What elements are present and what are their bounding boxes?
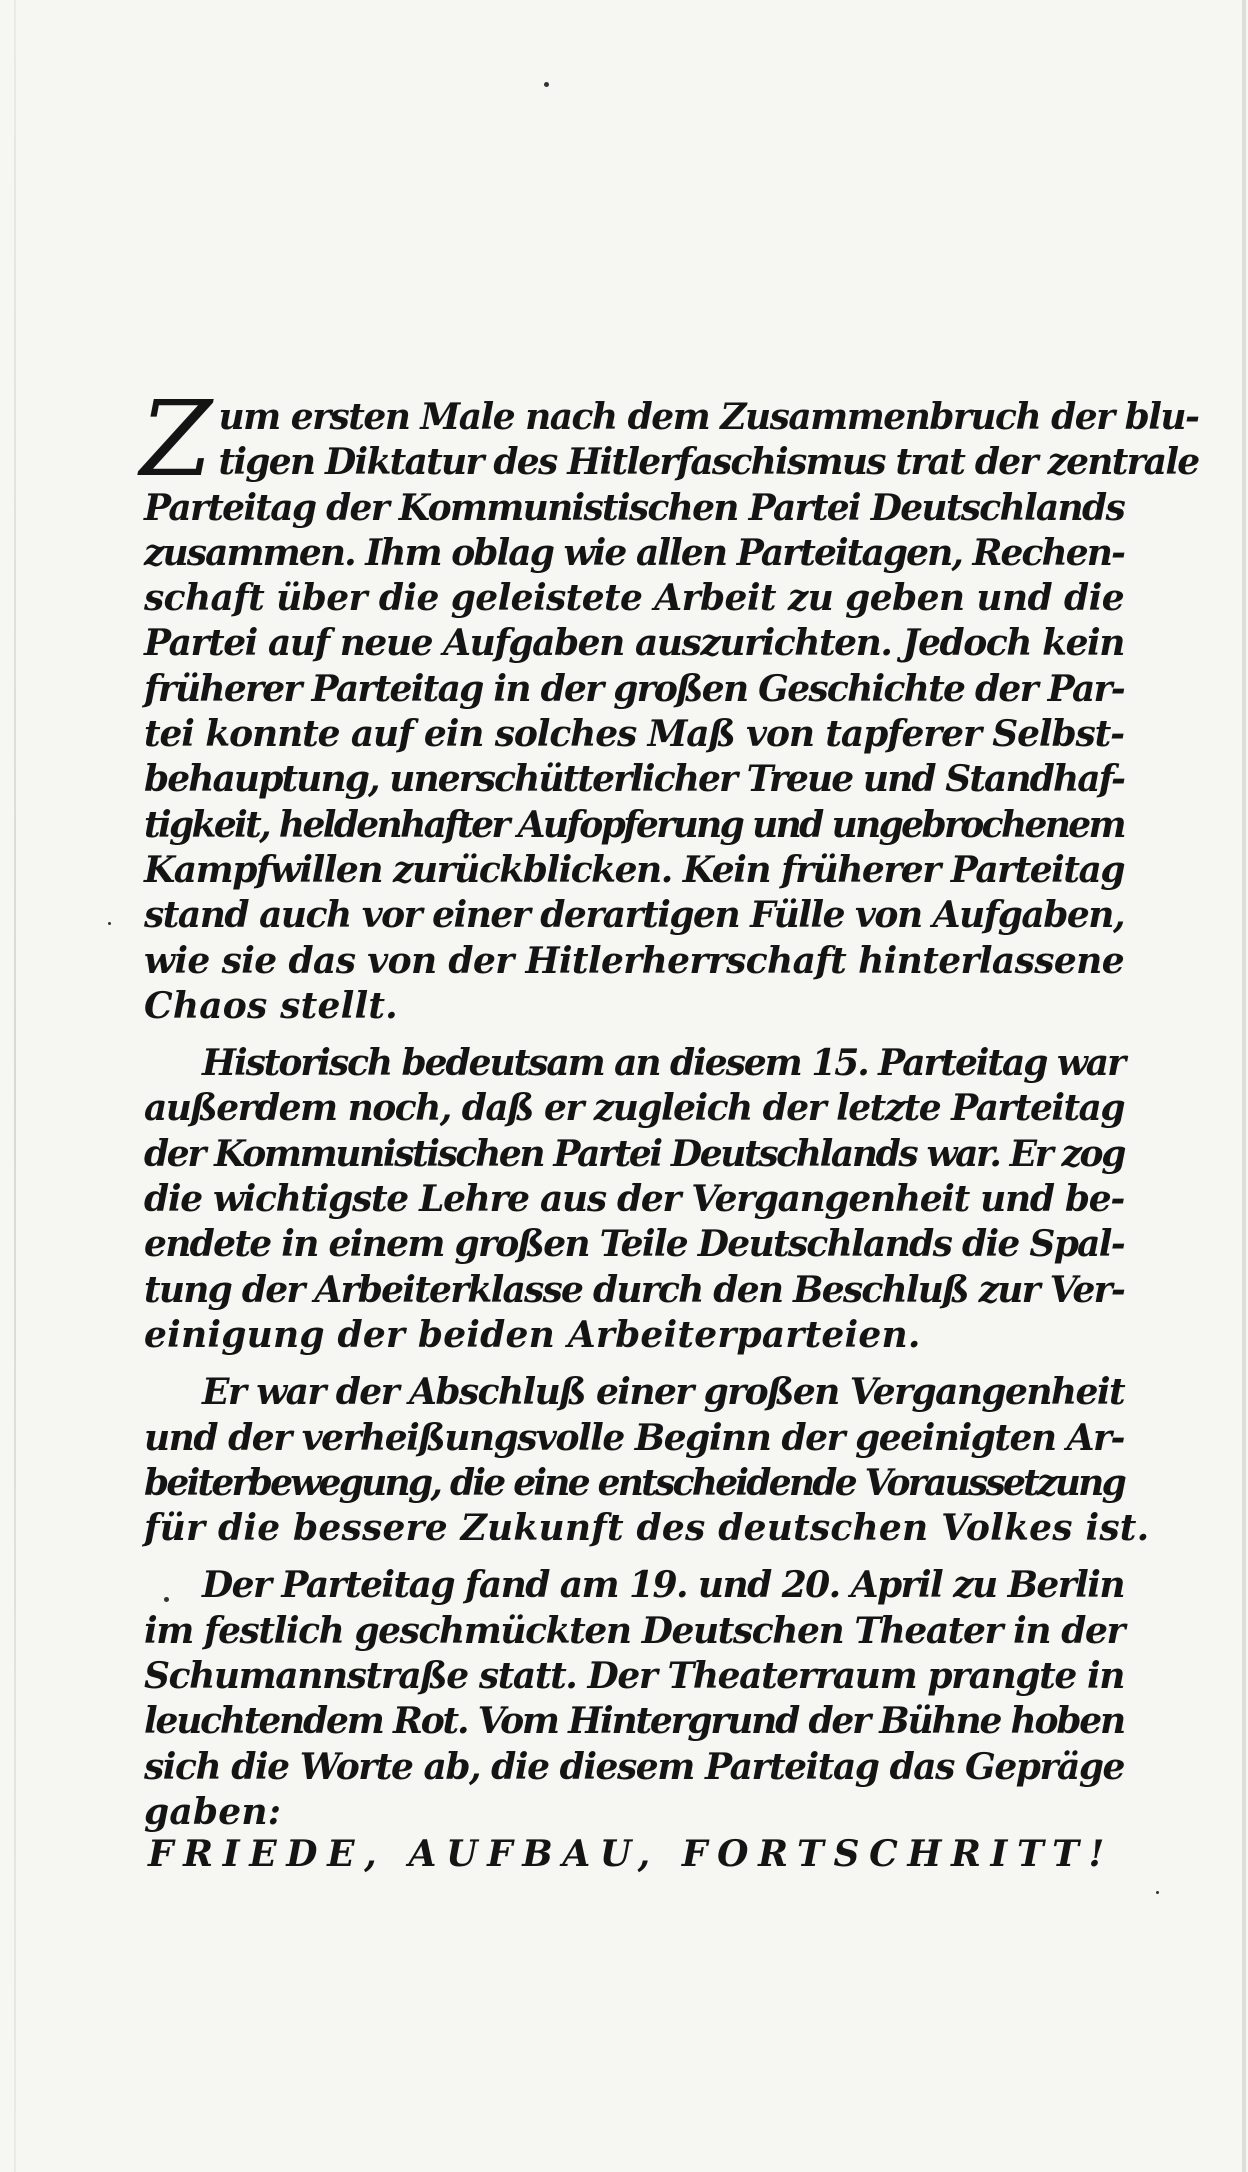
text-line: beiterbewegung, die eine entscheidende Voraussetzung [144,1461,1124,1504]
paragraph-gap [144,1029,1124,1041]
paragraph-3 [144,1370,1150,1551]
motto: FRIEDE, AUFBAU, FORTSCHRITT! [148,1833,1114,1875]
text-line: behauptung, unerschütterlicher Treue und Standhaf- [144,758,1124,801]
page-edge-right [1242,0,1246,2172]
text-line: stand auch vor einer derartigen Fülle von Aufgaben, [144,894,1124,937]
text-line: der Kommunistischen Partei Deutschlands war. Er zog [144,1132,1124,1175]
paragraph-1 [140,378,1199,1029]
text-line: leuchtendem Rot. Vom Hintergrund der Bühne hoben [144,1700,1124,1743]
text-line: Partei auf neue Aufgaben auszurichten. Jedoch kein [144,622,1124,665]
text-line: sich die Worte ab, die diesem Parteitag das Gepräge [144,1745,1124,1788]
paragraph-4 [144,1563,1124,1835]
paragraph-2 [144,1041,1124,1358]
body-text [140,378,1199,1835]
speck [1156,1891,1159,1894]
text-line: Er war der Abschluß einer großen Vergangenheit [202,1371,1124,1414]
text-line: Schumannstraße statt. Der Theaterraum prangte in [144,1655,1124,1698]
text-line: Parteitag der Kommunistischen Partei Deutschlands [144,486,1124,529]
text-line: Kampfwillen zurückblicken. Kein früherer Parteitag [144,848,1124,891]
text-line: Chaos stellt. [144,984,398,1027]
text-line: endete in einem großen Teile Deutschlands die Spal- [144,1223,1124,1266]
text-line: gaben: [144,1790,282,1833]
text-line: Der Parteitag fand am 19. und 20. April zu Berlin [202,1564,1124,1607]
text-line: im festlich geschmückten Deutschen Theater in der [144,1609,1124,1652]
text-line: tei konnte auf ein solches Maß von tapferer Selbst- [144,713,1124,756]
paragraph-gap [144,1551,1124,1563]
text-line: für die bessere Zukunft des deutschen Volkes ist. [144,1507,1150,1550]
text-line: wie sie das von der Hitlerherrschaft hinterlassene [144,939,1124,982]
text-line: um ersten Male nach dem Zusammenbruch der blu- [218,396,1199,438]
text-line: tung der Arbeiterklasse durch den Beschluß zur Ver- [144,1268,1124,1311]
speck [544,82,549,87]
drop-cap: Z [140,378,213,500]
paragraph-gap [144,1358,1124,1370]
text-line: schaft über die geleistete Arbeit zu geben und die [144,577,1124,620]
text-line: früherer Parteitag in der großen Geschichte der Par- [144,667,1124,710]
text-line: zusammen. Ihm oblag wie allen Parteitagen, Rechen- [144,531,1124,574]
text-line: die wichtigste Lehre aus der Vergangenheit und be- [144,1178,1124,1221]
speck [108,922,111,925]
text-line: tigkeit, heldenhafter Aufopferung und ungebrochenem [144,803,1124,846]
text-line: tigen Diktatur des Hitlerfaschismus trat der zentrale [218,441,1199,484]
text-line: Historisch bedeutsam an diesem 15. Parteitag war [202,1042,1124,1085]
text-line: einigung der beiden Arbeiterparteien. [144,1313,921,1356]
text-line: und der verheißungsvolle Beginn der geeinigten Ar- [144,1416,1124,1459]
page-edge-left [14,0,16,2172]
text-line: außerdem noch, daß er zugleich der letzte Parteitag [144,1087,1124,1130]
